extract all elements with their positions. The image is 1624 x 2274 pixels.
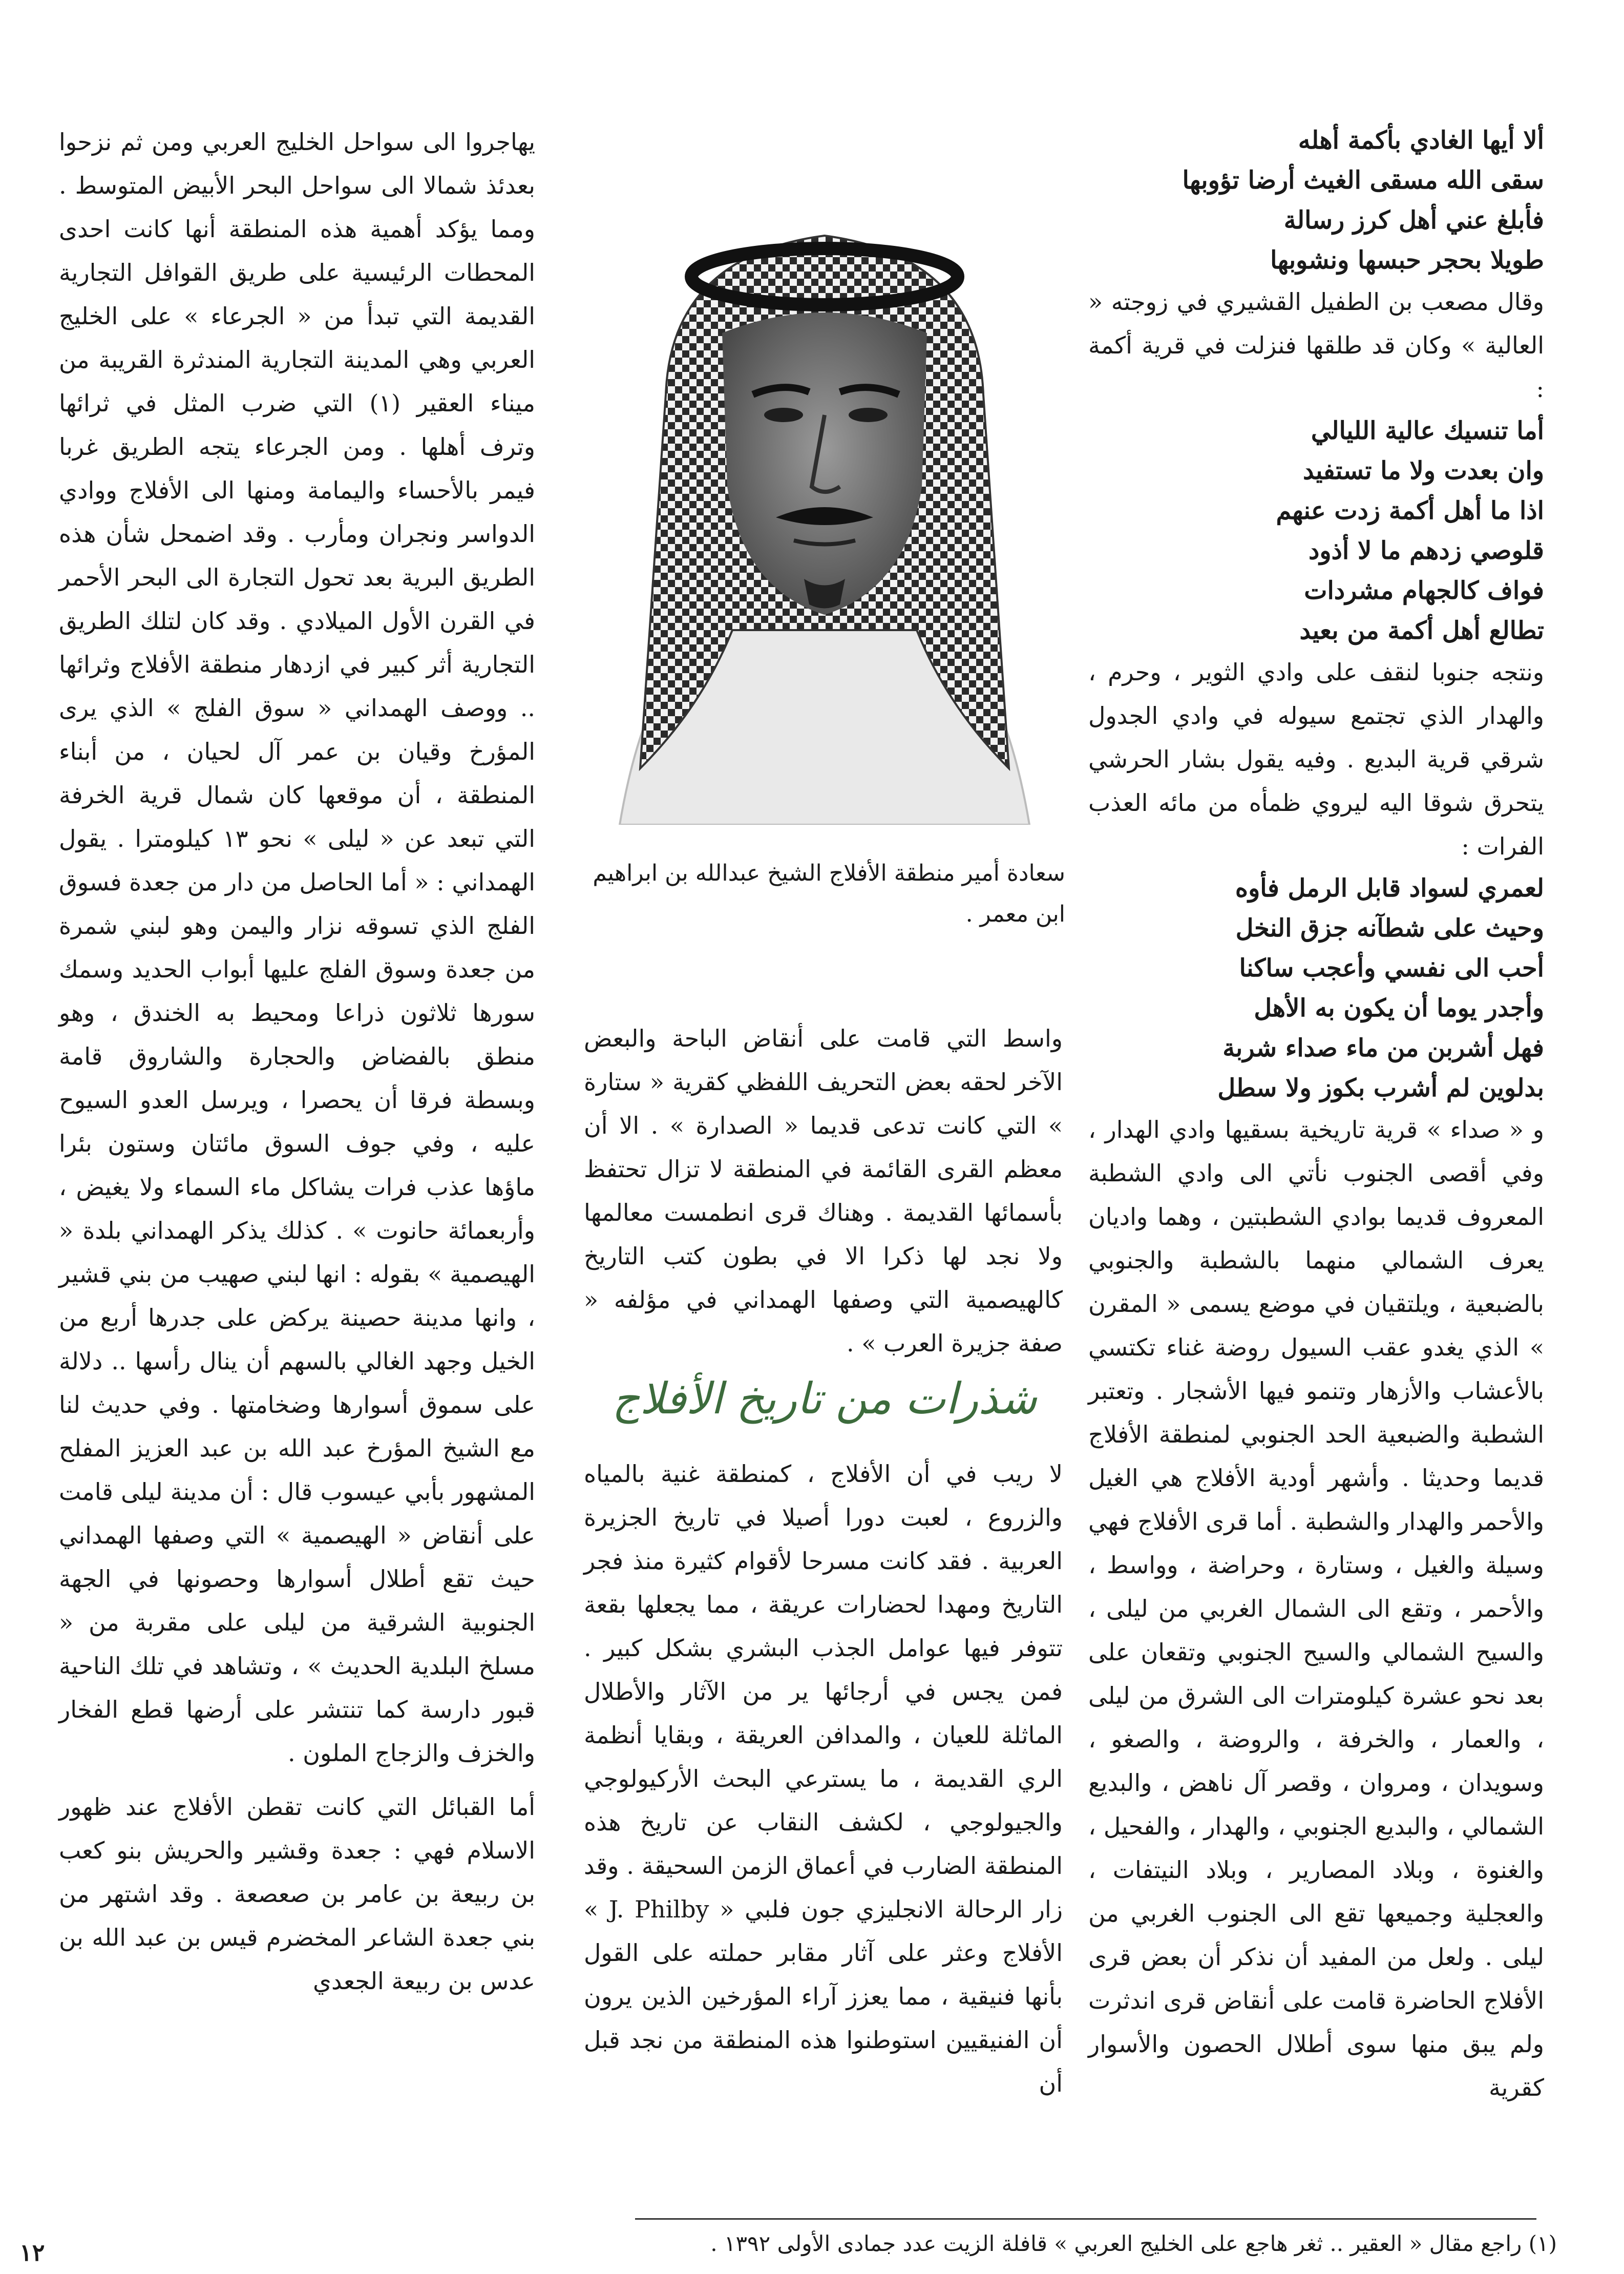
verse-line: أحب الى نفسي وأعجب ساكنا: [1239, 954, 1544, 983]
verse-line: وأجدر يوما أن يكون به الأهل: [1254, 994, 1544, 1023]
footnote: (١) راجع مقال « العقير .. ثغر هاجع على الخليج العربي » قافلة الزيت عدد جمادى الأولى ١٣٩٢ .: [710, 2231, 1557, 2256]
left-column: [59, 120, 535, 2003]
verse-line: بدلوين لم أشرب بكوز ولا سطل: [1217, 1074, 1544, 1102]
paragraph: ونتجه جنوبا لنقف على وادي الثوير ، وحرم ، والهدار الذي تجتمع سيوله في وادي الجدول شرقي قرية البديع . وفيه يقول بشار الحرشي يتحرق شوقا اليه ليروي ظمأه من مائه العذب الفرات :: [1088, 658, 1544, 860]
middle-column-continued: [584, 1452, 1063, 2105]
paragraph: يهاجروا الى سواحل الخليج العربي ومن ثم نزحوا بعدئذ شمالا الى سواحل البحر الأبيض المتوسط . ومما يؤكد أهمية هذه المنطقة أنها كانت احدى المحطات الرئيسية على طريق القوافل التجارية القديمة التي تبدأ من « الجرعاء » على الخليج العربي وهي المدينة التجارية المندثرة القريبة من ميناء العقير (١) التي ضرب المثل في ثرائها وترف أهلها . ومن الجرعاء يتجه الطريق غربا فيمر بالأحساء واليمامة ومنها الى الأفلاج ووادي الدواسر ونجران ومأرب . وقد اضمحل شأن هذه الطريق البرية بعد تحول التجارة الى البحر الأحمر في القرن الأول الميلادي . وقد كان لتلك الطريق التجارية أثر كبير في ازدهار منطقة الأفلاج وثرائها .. ووصف الهمداني « سوق الفلج » الذي يرى المؤرخ وقيان بن عمر آل لحيان ، من أبناء المنطقة ، أن موقعها كان شمال قرية الخرفة التي تبعد عن « ليلى » نحو ١٣ كيلومترا . يقول الهمداني : « أما الحاصل من دار من جعدة فسوق الفلج الذي تسوقه نزار واليمن وهو لبني شمرة من جعدة وسوق الفلج عليها أبواب الحديد وسمك سورها ثلاثون ذراعا ومحيط به الخندق ، وهو منطق بالفضاض والحجارة والشاروق قامة وبسطة فرقا أن يحصرا ، ويرسل العدو السيوح عليه ، وفي جوف السوق مائتان وستون بئرا ماؤها عذب فرات يشاكل ماء السماء ولا يغيض ، وأربعمائة حانوت » . كذلك يذكر الهمداني بلدة « الهيصمية » بقوله : انها لبني صهيب من بني قشير ، وانها مدينة حصينة يركض على جدرها أربع من الخيل وجهد الغالي بالسهم أن ينال رأسها .. دلالة على سموق أسوارها وضخامتها . وفي حديث لنا مع الشيخ المؤرخ عبد الله بن عبد العزيز المفلح المشهور بأبي عيسوب قال : أن مدينة ليلى قامت على أنقاض « الهيصمية » التي وصفها الهمداني حيث تقع أطلال أسوارها وحصونها في الجهة الجنوبية الشرقية من ليلى على مقربة من « مسلخ البلدية الحديث » ، وتشاهد في تلك الناحية قبور دارسة كما تنتشر على أرضها قطع الفخار والخزف والزجاج الملون .: [59, 128, 535, 1767]
verse-line: ألا أيها الغادي بأكمة أهله: [1298, 126, 1544, 155]
section-title: شذرات من تاريخ الأفلاج: [612, 1373, 1037, 1424]
verse-line: سقى الله مسقى الغيث أرضا تؤوبها: [1182, 166, 1544, 195]
right-column: [1088, 120, 1544, 2110]
verse-line: أما تنسيك عالية الليالي: [1311, 416, 1544, 445]
verse-line: فهل أشربن من ماء صداء شربة: [1222, 1034, 1544, 1062]
verse-line: فأبلغ عني أهل كرز رسالة: [1283, 206, 1544, 235]
verse-line: اذا ما أهل أكمة زدت عنهم: [1276, 496, 1544, 525]
footnote-divider: [635, 2218, 1536, 2220]
paragraph: وقال مصعب بن الطفيل القشيري في زوجته « العالية » وكان قد طلقها فنزلت في قرية أكمة :: [1088, 288, 1544, 403]
verse-line: وحيث على شطآنه جزق النخل: [1235, 914, 1544, 943]
paragraph: لا ريب في أن الأفلاج ، كمنطقة غنية بالمياه والزروع ، لعبت دورا أصيلا في تاريخ الجزيرة العربية . فقد كانت مسرحا لأقوام كثيرة منذ فجر التاريخ ومهدا لحضارات عريقة ، مما يجعلها بقعة تتوفر فيها عوامل الجذب البشري بشكل كبير . فمن يجس في أرجائها ير من الآثار والأطلال الماثلة للعيان ، والمدافن العريقة ، وبقايا أنظمة الري القديمة ، ما يسترعي البحث الأركيولوجي والجيولوجي ، لكشف النقاب عن تاريخ هذه المنطقة الضارب في أعماق الزمن السحيقة . وقد زار الرحالة الانجليزي جون فلبي « J. Philby » الأفلاج وعثر على آثار مقابر حملته على القول بأنها فنيقية ، مما يعزز آراء المؤرخين الذين يرون أن الفنيقيين استوطنوا هذه المنطقة من نجد قبل أن: [584, 1460, 1063, 2097]
paragraph: أما القبائل التي كانت تقطن الأفلاج عند ظهور الاسلام فهي : جعدة وقشير والحريش بنو كعب بن ربيعة بن عامر بن صعصعة . وقد اشتهر من بني جعدة الشاعر المخضرم قيس بن عبد الله بن عدس بن ربيعة الجعدي: [59, 1793, 535, 1995]
portrait-image: [589, 128, 1060, 825]
paragraph: و « صداء » قرية تاريخية بسقيها وادي الهدار ، وفي أقصى الجنوب نأتي الى وادي الشطبة المعروف قديما بوادي الشطبتين ، وهما واديان يعرف الشمالي منهما بالشطبة والجنوبي بالضبعية ، ويلتقيان في موضع يسمى « المقرن » الذي يغدو عقب السيول روضة غناء تكتسي بالأعشاب والأزهار وتنمو فيها الأشجار . وتعتبر الشطبة والضبعية الحد الجنوبي لمنطقة الأفلاج قديما وحديثا . وأشهر أودية الأفلاج هي الغيل والأحمر والهدار والشطبة . أما قرى الأفلاج فهي وسيلة والغيل ، وستارة ، وحراضة ، وواسط ، والأحمر ، وتقع الى الشمال الغربي من ليلى ، والسيح الشمالي والسيح الجنوبي وتقعان على بعد نحو عشرة كيلومترات الى الشرق من ليلى ، والعمار ، والخرفة ، والروضة ، والصغو ، وسويدان ، ومروان ، وقصر آل ناهض ، والبديع الشمالي ، والبديع الجنوبي ، والهدار ، والفحيل ، والغنوة ، وبلاد المصارير ، وبلاد النيتفات ، والعجلية وجميعها تقع الى الجنوب الغربي من ليلى . ولعل من المفيد أن نذكر أن بعض قرى الأفلاج الحاضرة قامت على أنقاض قرى اندثرت ولم يبق منها سوى أطلال الحصون والأسوار كقرية: [1088, 1116, 1544, 2101]
portrait-photo: [589, 128, 1060, 825]
photo-caption: سعادة أمير منطقة الأفلاج الشيخ عبدالله بن ابراهيم ابن معمر .: [593, 860, 1065, 927]
middle-column: [584, 1017, 1063, 1365]
verse-line: تطالع أهل أكمة من بعيد: [1299, 616, 1544, 645]
verse-line: وان بعدت ولا ما تستفيد: [1302, 456, 1544, 485]
paragraph: واسط التي قامت على أنقاض الباحة والبعض الآخر لحقه بعض التحريف اللفظي كقرية « ستارة » التي كانت تدعى قديما « الصدارة » . الا أن معظم القرى القائمة في المنطقة لا تزال تحتفظ بأسمائها القديمة . وهناك قرى انطمست معالمها ولا نجد لها ذكرا الا في بطون كتب التاريخ كالهيصمية التي وصفها الهمداني في مؤلفه « صفة جزيرة العرب » .: [584, 1025, 1063, 1357]
verse-line: لعمري لسواد قابل الرمل فأوه: [1235, 874, 1544, 903]
verse-line: فواف كالجهام مشردات: [1304, 576, 1544, 605]
page-number: ١٢: [19, 2239, 45, 2266]
verse-line: قلوصي زدهم ما لا أذود: [1308, 536, 1544, 565]
verse-line: طويلا بحجر حبسها ونشوبها: [1270, 246, 1544, 275]
